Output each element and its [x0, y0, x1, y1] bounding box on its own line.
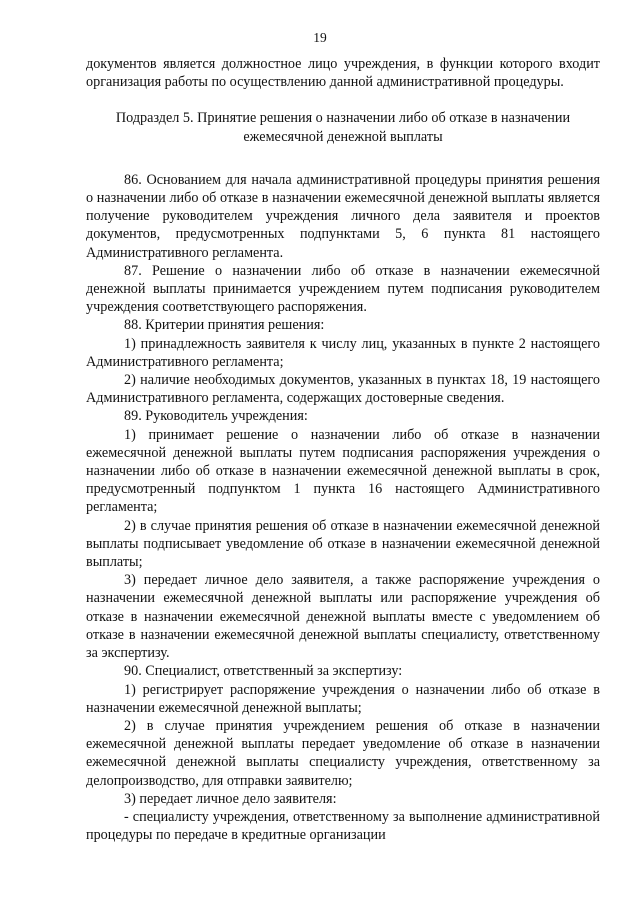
paragraph-90-item-1: 1) регистрирует распоряжение учреждения о назначении либо об отказе в назначении ежемесячной денежной выплаты; [86, 681, 600, 716]
paragraph-89: 89. Руководитель учреждения: [124, 408, 308, 425]
paragraph-90-item-3: 3) передает личное дело заявителя: [124, 790, 337, 807]
paragraph-90-subitem-dash: - специалисту учреждения, ответственному за выполнение административной процедуры по передаче в кредитные организации [86, 808, 600, 844]
paragraph-89-item-3: 3) передает личное дело заявителя, а также распоряжение учреждения о назначении ежемесячной денежной выплаты или распоряжение учреждения об отказе в назначении ежемесячной денежной выплаты вместе с уведомлением об отказе в назначении ежемесячной денежной выплаты специалисту, ответственному за экспертизу. [86, 572, 600, 662]
paragraph-90-item-2: 2) в случае принятия учреждением решения об отказе в назначении ежемесячной денежной выплаты передает уведомление об отказе в назначении ежемесячной денежной выплаты специалисту учреждения, ответственному за делопроизводство, для отправки заявителю; [86, 717, 600, 789]
paragraph-89-item-2: 2) в случае принятия решения об отказе в назначении ежемесячной денежной выплаты подписывает уведомление об отказе в назначении ежемесячной денежной выплаты; [86, 517, 600, 571]
paragraph-88-item-1: 1) принадлежность заявителя к числу лиц, указанных в пункте 2 настоящего Административного регламента; [86, 335, 600, 370]
page-number: 19 [313, 30, 327, 45]
paragraph-90: 90. Специалист, ответственный за экспертизу: [124, 663, 403, 680]
paragraph-88: 88. Критерии принятия решения: [124, 317, 325, 334]
document-body [86, 55, 600, 844]
paragraph-88-item-2: 2) наличие необходимых документов, указанных в пунктах 18, 19 настоящего Административного регламента, содержащих достоверные сведения. [86, 372, 600, 407]
section-title: Подраздел 5. Принятие решения о назначении либо об отказе в назначении ежемесячной денежной выплаты [115, 110, 571, 145]
paragraph-89-item-1: 1) принимает решение о назначении либо об отказе в назначении ежемесячной денежной выплаты путем подписания распоряжения учреждения о назначении либо об отказе в назначении ежемесячной денежной выплаты в срок, предусмотренный подпунктом 1 пункта 16 настоящего Административного регламента; [86, 426, 600, 516]
paragraph-86: 86. Основанием для начала административной процедуры принятия решения о назначении либо об отказе в назначении ежемесячной денежной выплаты является получение руководителем учреждения личного дела заявителя и проектов документов, предусмотренных подпунктами 5, 6 пункта 81 настоящего Административного регламента. [86, 171, 600, 261]
paragraph-continuation: документов является должностное лицо учреждения, в функции которого входит организация работы по осуществлению данной административной процедуры. [86, 56, 600, 91]
paragraph-87: 87. Решение о назначении либо об отказе в назначении ежемесячной денежной выплаты принимается учреждением путем подписания руководителем учреждения соответствующего распоряжения. [86, 262, 600, 316]
